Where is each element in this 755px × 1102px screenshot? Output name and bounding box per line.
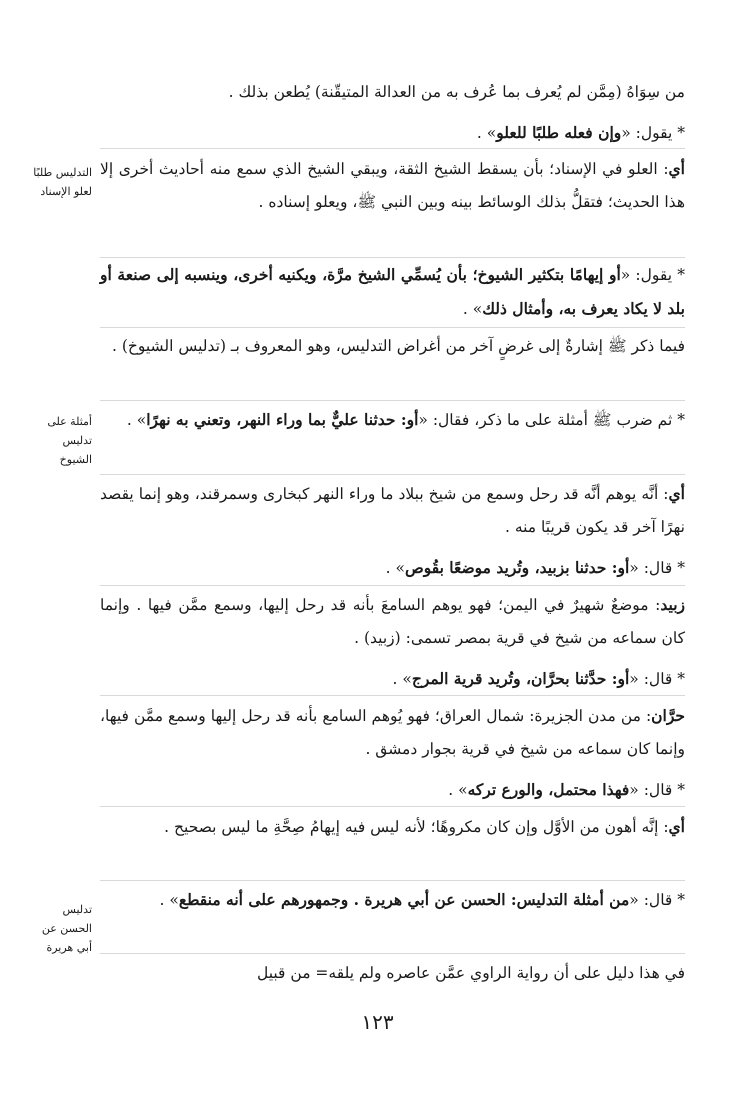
- margin-note-line: الشيوخ: [59, 453, 92, 466]
- bold-text: وإن فعله طلبًا للعلو: [496, 123, 622, 142]
- divider: [100, 474, 685, 475]
- text-run: » .: [159, 891, 179, 909]
- bold-text: أو إيهامًا بتكثير الشيوخ؛ بأن يُسمِّي الشيخ مرَّة، ويكنيه أخرى، وينسبه إلى صنعة أو بلد لا يكاد يعرف به، وأمثال ذلك: [100, 265, 685, 318]
- bold-text: أو: حدثنا بزبيد، وتُريد موضعًا بقُوص: [405, 558, 630, 577]
- text-run: فيما ذكر ﷺ إشارةٌ إلى غرضٍ آخر من أغراض التدليس، وهو المعروف بـ (تدليس الشيوخ) .: [111, 337, 685, 355]
- text-run: : من مدن الجزيرة: شمال العراق؛ فهو يُوهم السامع بأنه قد رحل إليها وسمع ممَّن فيها، وإنما كان سماعه من شيخ في قرية بجوار دمشق .: [100, 707, 685, 758]
- bold-text: أي: [668, 817, 685, 836]
- text-run: » .: [448, 781, 468, 799]
- text-run: من سِوَاهُ (مِمَّن لم يُعرف بما عُرف به من العدالة المتيقّنة) يُطعن بذلك .: [228, 83, 685, 101]
- divider: [100, 695, 685, 696]
- bold-text: أي: [668, 159, 685, 178]
- text-run: * ثم ضرب ﷺ أمثلة على ما ذكر، فقال: «: [418, 411, 685, 429]
- text-run: * يقول: «: [621, 124, 685, 142]
- paragraph: [100, 403, 685, 437]
- text-run: * قال: «: [629, 891, 685, 909]
- paragraph: [100, 957, 685, 990]
- paragraph: [100, 883, 685, 917]
- margin-note-line: لعلو الإسناد: [40, 185, 92, 198]
- margin-note-line: تدليس: [62, 434, 92, 447]
- text-run: * يقول: «: [620, 266, 686, 284]
- text-run: » .: [476, 124, 497, 142]
- bold-text: أو: حدَّثنا بحرَّان، وتُريد قرية المرج: [411, 669, 630, 688]
- text-run: * قال: «: [629, 670, 685, 688]
- margin-note: [22, 900, 92, 957]
- margin-note-line: الحسن عن: [41, 922, 92, 935]
- page-number: ١٢٣: [361, 1010, 394, 1034]
- divider: [100, 327, 685, 328]
- text-run: » .: [392, 670, 412, 688]
- paragraph: [100, 810, 685, 844]
- paragraph: [100, 258, 685, 326]
- divider: [100, 148, 685, 149]
- text-run: : إنَّه أهون من الأوَّل وإن كان مكروهًا؛ لأنه ليس فيه إيهامُ صِحَّةِ ما ليس بصحيح .: [164, 818, 669, 836]
- bold-text: أي: [668, 484, 685, 503]
- bold-text: زبيد: [660, 595, 685, 614]
- text-run: * قال: «: [629, 559, 685, 577]
- text-run: » .: [462, 300, 483, 318]
- margin-note-line: أمثلة على: [47, 415, 92, 428]
- text-run: : أنَّه يوهم أنَّه قد رحل وسمع من شيخ ببلاد ما وراء النهر كبخارى وسمرقند، وهو إنما يقصد نهرًا آخر قد يكون قريبًا منه .: [100, 485, 685, 536]
- divider: [100, 953, 685, 954]
- text-run: : العلو في الإسناد؛ بأن يسقط الشيخ الثقة، ويبقي الشيخ الذي سمع منه أحاديث أخرى إلا هذا الحديث؛ فتقلُّ بذلك الوسائط بينه وبين النبي ﷺ، ويعلو إسناده .: [100, 160, 685, 211]
- text-run: : موضعٌ شهيرٌ في اليمن؛ فهو يوهم السامعَ بأنه قد رحل إليها، وسمع ممَّن فيها . وإنما كان سماعه من شيخ في قرية بمصر تسمى: (زبيد) .: [100, 596, 685, 647]
- margin-note-line: أبي هريرة: [46, 941, 92, 954]
- paragraph: [100, 152, 685, 219]
- text-run: » .: [385, 559, 405, 577]
- paragraph: [100, 699, 685, 766]
- divider: [100, 880, 685, 881]
- divider: [100, 400, 685, 401]
- paragraph: [100, 330, 685, 363]
- margin-note-line: تدليس: [62, 903, 92, 916]
- text-run: * قال: «: [629, 781, 685, 799]
- paragraph: [100, 588, 685, 655]
- divider: [100, 585, 685, 586]
- paragraph: [100, 773, 685, 807]
- paragraph: [100, 477, 685, 544]
- paragraph: [100, 662, 685, 696]
- bold-text: أو: حدثنا عليٌّ بما وراء النهر، وتعني به نهرًا: [146, 410, 419, 429]
- bold-text: من أمثلة التدليس: الحسن عن أبي هريرة . وجمهورهم على أنه منقطع: [178, 890, 630, 909]
- text-run: في هذا دليل على أن رواية الراوي عمَّن عاصره ولم يلقه= من قبيل: [256, 964, 685, 982]
- divider: [100, 806, 685, 807]
- text-run: » .: [126, 411, 147, 429]
- bold-text: حرَّان: [651, 706, 685, 725]
- paragraph: [100, 551, 685, 585]
- margin-note-line: التدليس طلبًا: [33, 166, 92, 179]
- margin-note: [22, 163, 92, 201]
- paragraph: [100, 76, 685, 109]
- paragraph: [100, 116, 685, 150]
- margin-note: [22, 412, 92, 469]
- bold-text: فهذا محتمل، والورع تركه: [467, 780, 630, 799]
